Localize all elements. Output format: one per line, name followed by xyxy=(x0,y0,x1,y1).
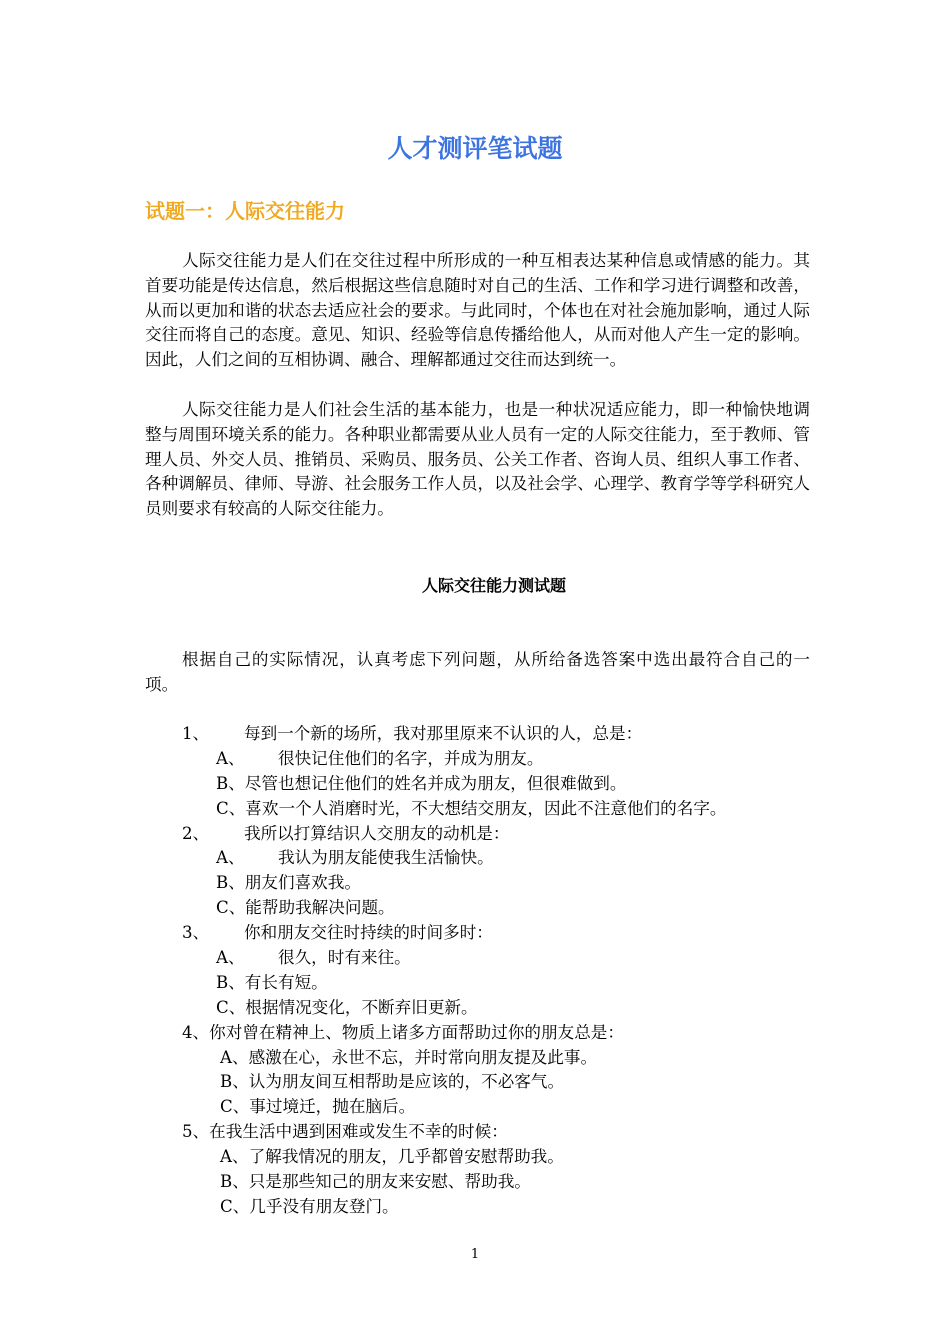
section-heading: 试题一：人际交往能力 xyxy=(145,199,345,223)
question-2-option-b[interactable] xyxy=(0,871,950,896)
document-title: 人才测评笔试题 xyxy=(387,134,563,163)
option-text: 很久，时有来往。 xyxy=(278,948,411,968)
option-text: 朋友们喜欢我。 xyxy=(244,873,361,893)
option-letter: B、 xyxy=(216,773,245,793)
option-letter: A、 xyxy=(216,748,245,768)
option-text: 我认为朋友能使我生活愉快。 xyxy=(278,848,494,868)
question-1-option-b[interactable] xyxy=(0,772,950,797)
question-5 xyxy=(0,1120,950,1145)
question-3 xyxy=(0,921,950,946)
option-letter: A、 xyxy=(216,848,245,868)
option-letter: C、 xyxy=(216,898,246,918)
option-letter: A、 xyxy=(220,1147,249,1167)
question-list xyxy=(0,722,950,1220)
option-text: 能帮助我解决问题。 xyxy=(245,898,395,918)
question-text: 你和朋友交往时持续的时间多时： xyxy=(244,923,493,943)
option-text: 喜欢一个人消磨时光，不大想结交朋友，因此不注意他们的名字。 xyxy=(245,798,727,818)
question-1-option-a[interactable] xyxy=(0,747,950,772)
option-text: 认为朋友间互相帮助是应该的，不必客气。 xyxy=(248,1072,565,1092)
question-1 xyxy=(0,722,950,747)
option-letter: B、 xyxy=(216,873,245,893)
question-text: 每到一个新的场所，我对那里原来不认识的人，总是： xyxy=(244,724,643,743)
option-letter: A、 xyxy=(216,948,245,968)
option-letter: C、 xyxy=(216,798,246,818)
option-text: 只是那些知己的朋友来安慰、帮助我。 xyxy=(248,1172,531,1192)
page-number: 1 xyxy=(470,1247,480,1262)
option-text: 了解我情况的朋友，几乎都曾安慰帮助我。 xyxy=(248,1147,564,1167)
option-letter: B、 xyxy=(220,1172,249,1192)
question-2-option-a[interactable] xyxy=(0,846,950,871)
question-text: 你对曾在精神上、物质上诸多方面帮助过你的朋友总是： xyxy=(209,1022,624,1042)
question-3-option-a[interactable] xyxy=(0,946,950,971)
question-number: 2、 xyxy=(182,823,210,843)
question-4-option-c[interactable] xyxy=(0,1095,950,1120)
intro-paragraph-2: 人际交往能力是人们社会生活的基本能力，也是一种状况适应能力，即一种愉快地调整与周围环境关系的能力。各种职业都需要从业人员有一定的人际交往能力，至于教师、管理人员、外交人员、推销员、采购员、服务员、公关工作者、咨询人员、组织人事工作者、各种调解员、律师、导游、社会服务工作人员，以及社会学、心理学、教育学等学科研究人员则要求有较高的人际交往能力。 xyxy=(145,400,810,519)
question-5-option-b[interactable] xyxy=(0,1170,950,1195)
question-1-option-c[interactable] xyxy=(0,797,950,822)
intro-paragraph-1: 人际交往能力是人们在交往过程中所形成的一种互相表达某种信息或情感的能力。其首要功能是传达信息，然后根据这些信息随时对自己的生活、工作和学习进行调整和改善，从而以更加和谐的状态去适应社会的要求。与此同时，个体也在对社会施加影响，通过人际交往而将自己的态度。意见、知识、经验等信息传播给他人，从而对他人产生一定的影响。因此，人们之间的互相协调、融合、理解都通过交往而达到统一。 xyxy=(145,251,810,370)
option-text: 很快记住他们的名字，并成为朋友。 xyxy=(278,748,544,768)
question-text: 我所以打算结识人交朋友的动机是： xyxy=(244,823,510,843)
option-letter: C、 xyxy=(220,1097,250,1117)
instructions-paragraph: 根据自己的实际情况，认真考虑下列问题，从所给备选答案中选出最符合自己的一项。 xyxy=(145,650,810,694)
option-text: 几乎没有朋友登门。 xyxy=(249,1196,399,1216)
option-letter: B、 xyxy=(220,1072,249,1092)
question-number: 4、 xyxy=(182,1022,210,1042)
question-5-option-c[interactable] xyxy=(0,1195,950,1220)
question-4-option-a[interactable] xyxy=(0,1046,950,1071)
option-text: 感激在心，永世不忘，并时常向朋友提及此事。 xyxy=(248,1047,598,1067)
option-text: 尽管也想记住他们的姓名并成为朋友，但很难做到。 xyxy=(244,773,627,793)
question-4 xyxy=(0,1021,950,1046)
option-letter: C、 xyxy=(216,997,246,1017)
question-2 xyxy=(0,822,950,847)
option-text: 有长有短。 xyxy=(244,972,328,992)
option-letter: A、 xyxy=(220,1047,249,1067)
question-text: 在我生活中遇到困难或发生不幸的时候： xyxy=(209,1122,508,1142)
question-5-option-a[interactable] xyxy=(0,1145,950,1170)
option-letter: C、 xyxy=(220,1196,250,1216)
question-number: 1、 xyxy=(182,724,210,743)
question-number: 5、 xyxy=(182,1122,210,1142)
option-letter: B、 xyxy=(216,972,245,992)
question-number: 3、 xyxy=(182,923,210,943)
option-text: 事过境迁，抛在脑后。 xyxy=(249,1097,416,1117)
test-title: 人际交往能力测试题 xyxy=(421,576,566,595)
question-3-option-c[interactable] xyxy=(0,996,950,1021)
question-4-option-b[interactable] xyxy=(0,1070,950,1095)
question-2-option-c[interactable] xyxy=(0,896,950,921)
question-3-option-b[interactable] xyxy=(0,971,950,996)
option-text: 根据情况变化，不断弃旧更新。 xyxy=(245,997,478,1017)
